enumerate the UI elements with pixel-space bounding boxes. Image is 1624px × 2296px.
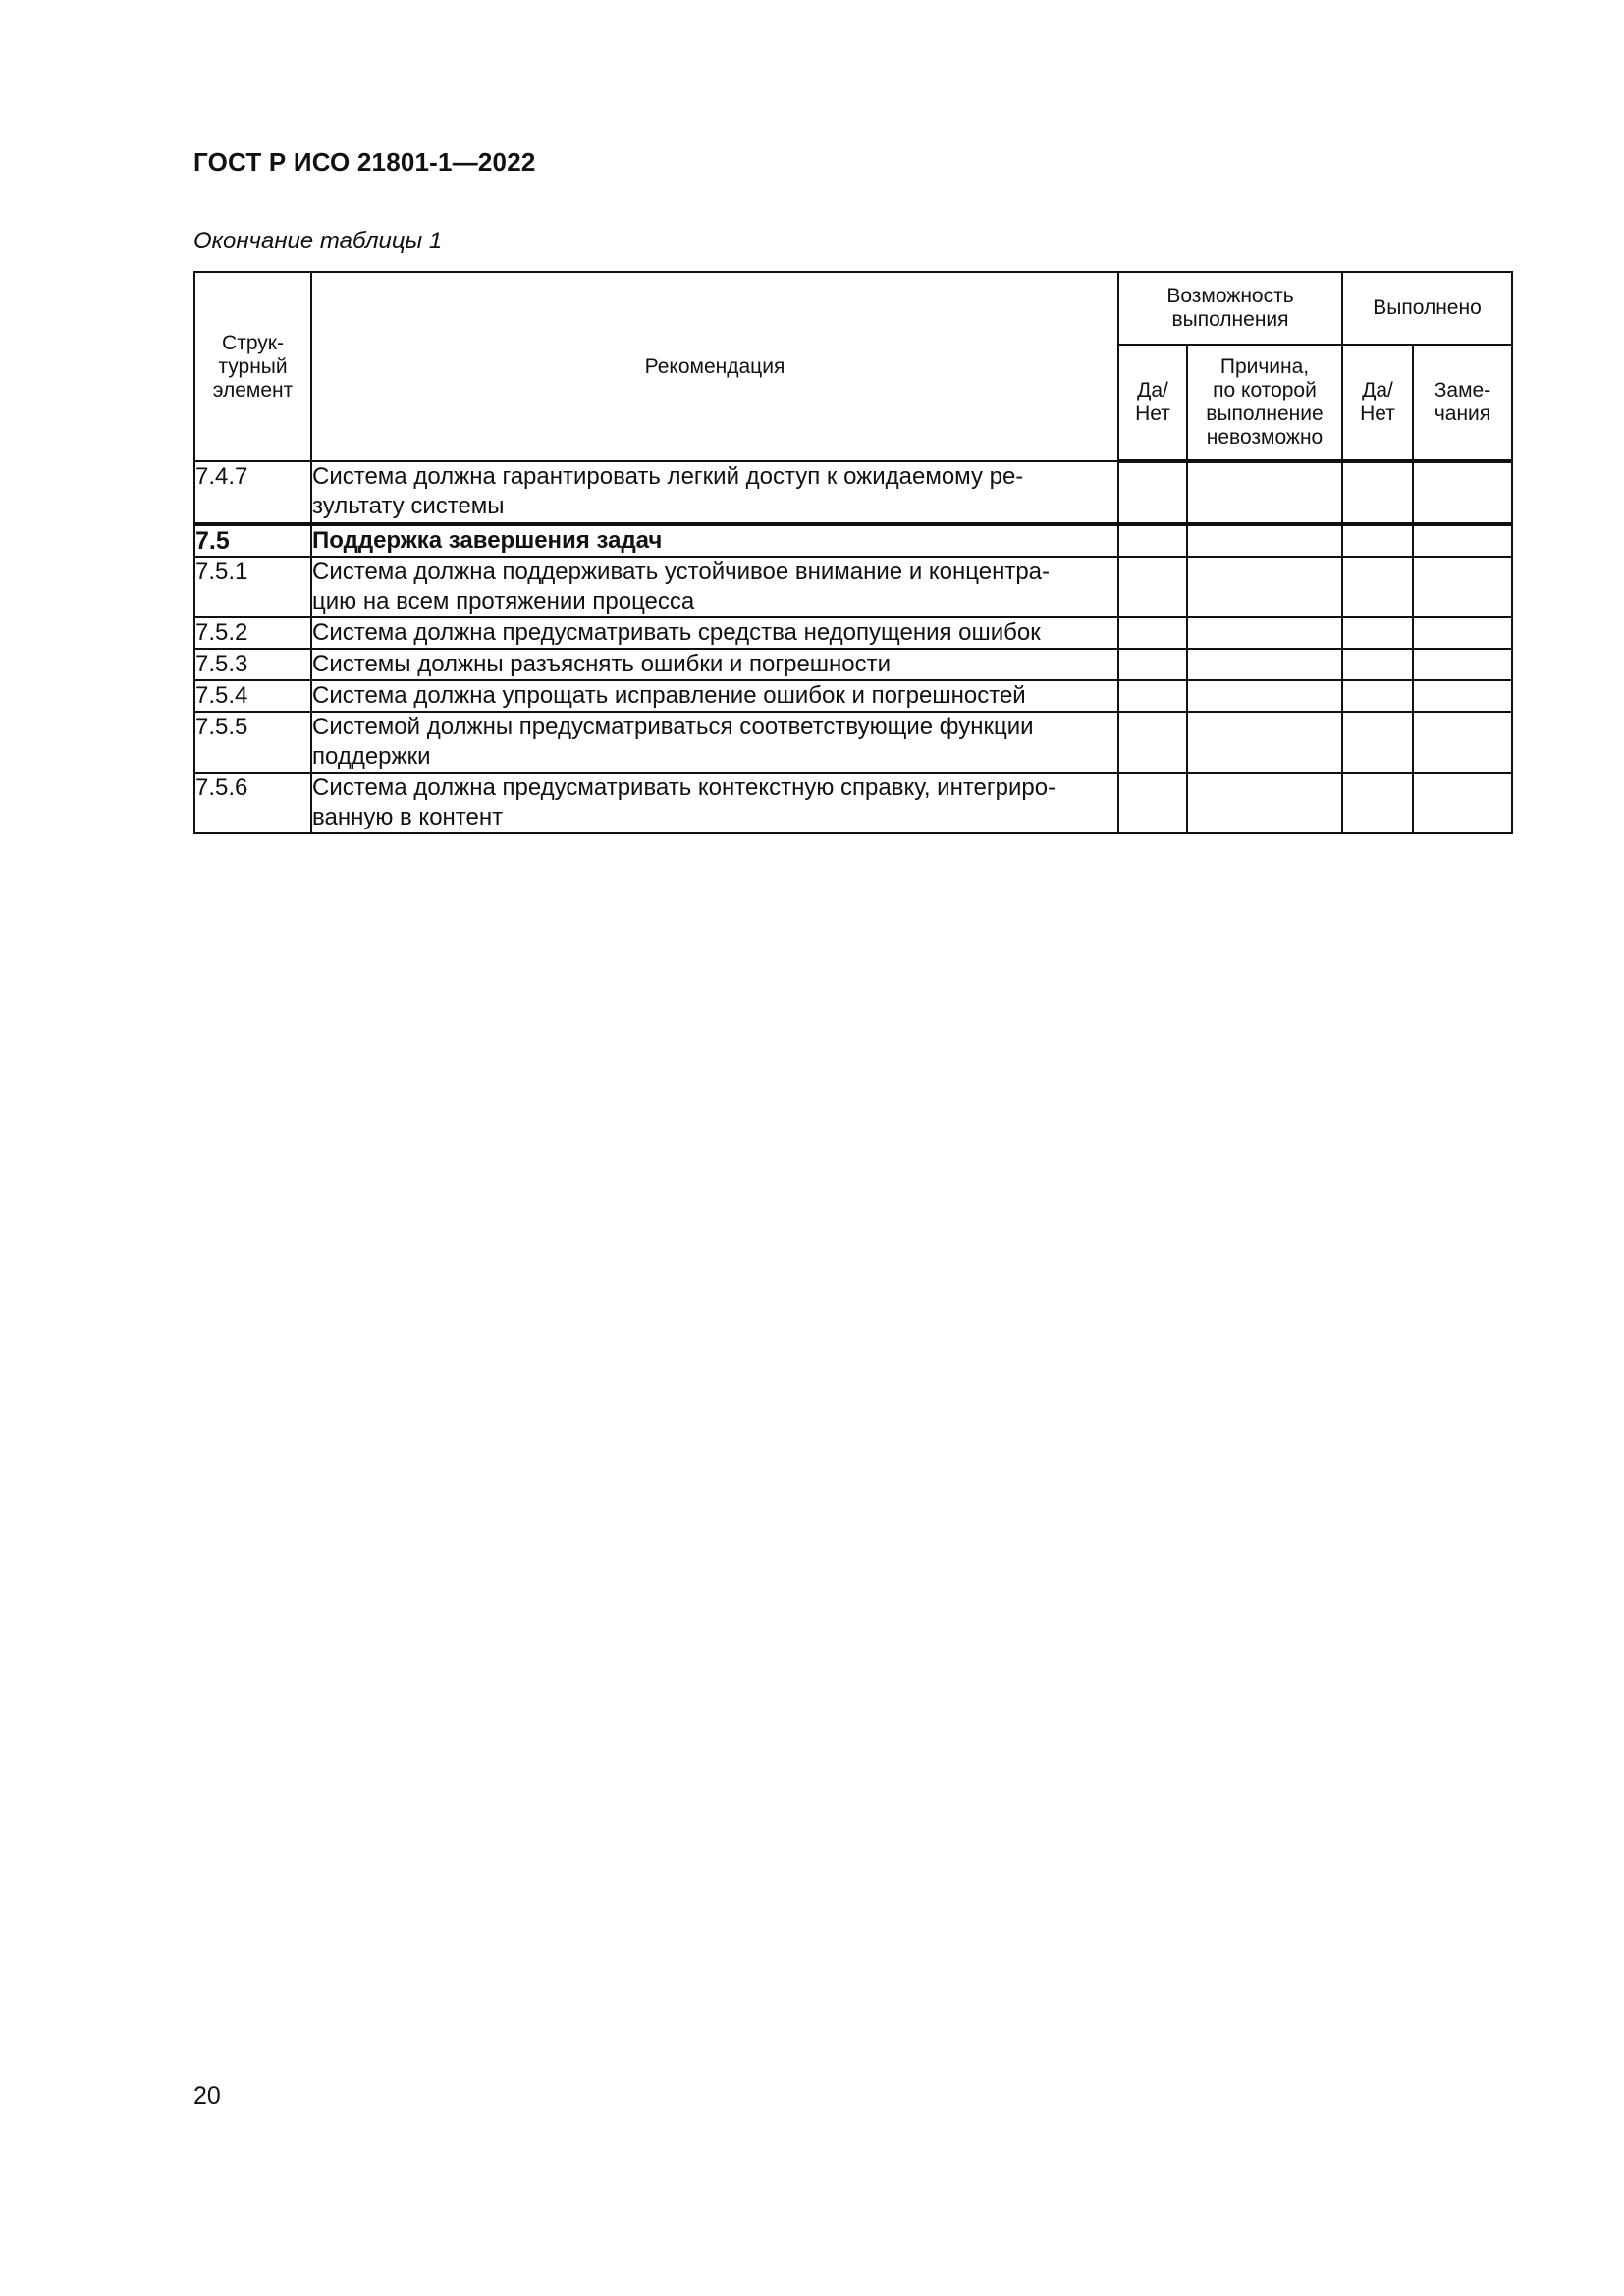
cell-yes-no-possibility xyxy=(1118,461,1187,524)
row-recommendation: Системой должны предусматриваться соответствующие функции поддержки xyxy=(311,712,1118,773)
cell-yes-no-done xyxy=(1342,617,1413,649)
header-structural-element: Струк- турный элемент xyxy=(194,272,311,461)
row-element-id: 7.5 xyxy=(194,524,311,557)
cell-reason xyxy=(1187,524,1342,557)
cell-yes-no-possibility xyxy=(1118,680,1187,712)
cell-yes-no-possibility xyxy=(1118,557,1187,617)
cell-remarks xyxy=(1413,524,1512,557)
page-number: 20 xyxy=(193,2082,221,2109)
cell-remarks xyxy=(1413,712,1512,773)
cell-yes-no-possibility xyxy=(1118,649,1187,680)
cell-yes-no-done xyxy=(1342,773,1413,833)
cell-reason xyxy=(1187,461,1342,524)
row-recommendation: Система должна предусматривать средства недопущения ошибок xyxy=(311,617,1118,649)
header-recommendation: Рекомендация xyxy=(311,272,1118,461)
cell-yes-no-possibility xyxy=(1118,712,1187,773)
header-remarks: Заме- чания xyxy=(1413,345,1512,461)
row-element-id: 7.5.2 xyxy=(194,617,311,649)
row-element-id: 7.5.5 xyxy=(194,712,311,773)
header-yes-no-possibility: Да/ Нет xyxy=(1118,345,1187,461)
cell-remarks xyxy=(1413,680,1512,712)
table-row xyxy=(194,557,1512,617)
table-row xyxy=(194,773,1512,833)
cell-reason xyxy=(1187,680,1342,712)
cell-yes-no-possibility xyxy=(1118,524,1187,557)
row-recommendation: Система должна гарантировать легкий доступ к ожидаемому ре- зультату системы xyxy=(311,461,1118,524)
row-element-id: 7.5.4 xyxy=(194,680,311,712)
cell-reason xyxy=(1187,617,1342,649)
cell-yes-no-possibility xyxy=(1118,773,1187,833)
cell-yes-no-done xyxy=(1342,557,1413,617)
cell-yes-no-done xyxy=(1342,712,1413,773)
header-possibility: Возможность выполнения xyxy=(1118,272,1342,345)
row-recommendation: Система должна предусматривать контекстную справку, интегриро- ванную в контент xyxy=(311,773,1118,833)
row-element-id: 7.4.7 xyxy=(194,461,311,524)
table-row xyxy=(194,712,1512,773)
cell-yes-no-done xyxy=(1342,524,1413,557)
cell-yes-no-done xyxy=(1342,680,1413,712)
document-code: ГОСТ Р ИСО 21801-1—2022 xyxy=(193,147,536,177)
row-section-title: Поддержка завершения задач xyxy=(311,524,1118,557)
cell-yes-no-done xyxy=(1342,461,1413,524)
cell-reason xyxy=(1187,649,1342,680)
recommendations-table xyxy=(193,271,1513,834)
cell-reason xyxy=(1187,712,1342,773)
cell-reason xyxy=(1187,773,1342,833)
cell-remarks xyxy=(1413,649,1512,680)
cell-reason xyxy=(1187,557,1342,617)
cell-yes-no-done xyxy=(1342,649,1413,680)
row-recommendation: Система должна поддерживать устойчивое внимание и концентра- цию на всем протяжении процесса xyxy=(311,557,1118,617)
row-element-id: 7.5.3 xyxy=(194,649,311,680)
table-row xyxy=(194,680,1512,712)
header-yes-no-done: Да/ Нет xyxy=(1342,345,1413,461)
cell-remarks xyxy=(1413,773,1512,833)
header-reason: Причина, по которой выполнение невозможно xyxy=(1187,345,1342,461)
cell-remarks xyxy=(1413,461,1512,524)
row-element-id: 7.5.6 xyxy=(194,773,311,833)
table-row xyxy=(194,461,1512,524)
cell-yes-no-possibility xyxy=(1118,617,1187,649)
row-recommendation: Система должна упрощать исправление ошибок и погрешностей xyxy=(311,680,1118,712)
table-row xyxy=(194,617,1512,649)
cell-remarks xyxy=(1413,557,1512,617)
table-caption: Окончание таблицы 1 xyxy=(193,228,443,254)
cell-remarks xyxy=(1413,617,1512,649)
row-element-id: 7.5.1 xyxy=(194,557,311,617)
table-row-section xyxy=(194,524,1512,557)
table-row xyxy=(194,649,1512,680)
header-done: Выполнено xyxy=(1342,272,1512,345)
row-recommendation: Системы должны разъяснять ошибки и погрешности xyxy=(311,649,1118,680)
